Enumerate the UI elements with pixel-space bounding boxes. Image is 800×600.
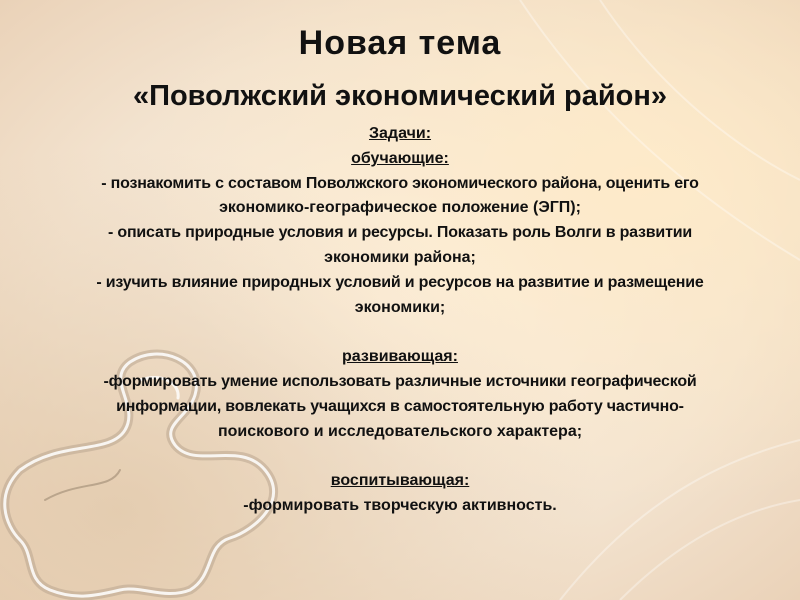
developmental-line: поискового и исследовательского характера;: [217, 422, 583, 440]
educational-line: экономики;: [354, 298, 446, 316]
slide-subtitle: «Поволжский экономический район»: [132, 80, 668, 112]
developmental-line: информации, вовлекать учащихся в самостоятельную работу частично-: [116, 397, 684, 415]
spacer: [40, 444, 760, 469]
educational-line: экономики района;: [324, 248, 476, 266]
educational-line: экономико-географическое положение (ЭГП);: [219, 199, 581, 217]
upbringing-line: -формировать творческую активность.: [243, 496, 557, 514]
tasks-heading: Задачи:: [368, 125, 432, 142]
slide-title: Новая тема: [298, 24, 502, 62]
educational-line: - изучить влияние природных условий и ресурсов на развитие и размещение: [96, 273, 704, 291]
tasks-block: [40, 122, 760, 519]
educational-heading: обучающие:: [351, 149, 449, 167]
spacer: [40, 320, 760, 345]
educational-line: - познакомить с составом Поволжского экономического района, оценить его: [101, 174, 699, 192]
developmental-line: -формировать умение использовать различные источники географической: [103, 372, 697, 390]
upbringing-heading: воспитывающая:: [330, 472, 470, 490]
educational-line: - описать природные условия и ресурсы. Показать роль Волги в развитии: [108, 224, 692, 242]
developmental-heading: развивающая:: [342, 348, 458, 366]
